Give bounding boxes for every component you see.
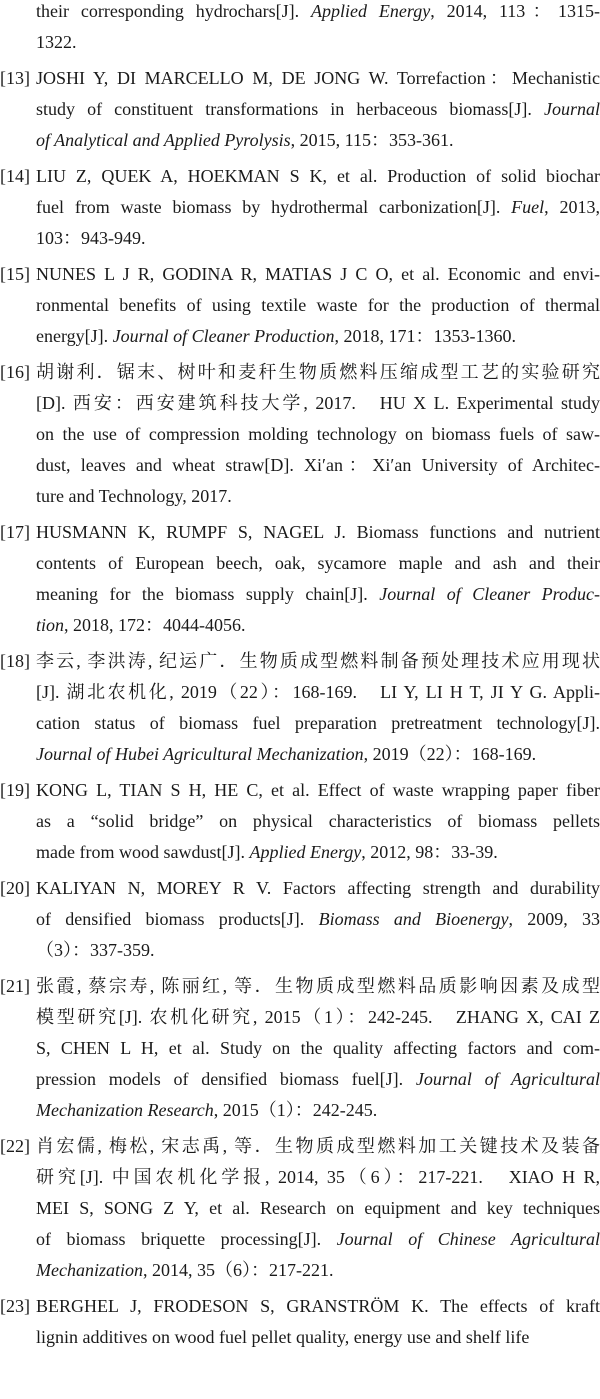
reference-italic-text: Journal: [544, 99, 600, 119]
reference-line: [36, 321, 600, 352]
reference-text: BERGHEL J, FRODESON S, GRANSTRÖM K. The effects of kraft: [36, 1296, 600, 1316]
reference-number: [14]: [0, 166, 30, 186]
reference-text: ronmental benefits of using textile waste for the production of thermal: [36, 295, 600, 315]
reference-entry: [0, 357, 600, 512]
reference-text: on the use of compression molding technology on biomass fuels of saw-: [36, 424, 600, 444]
reference-number: [16]: [0, 362, 30, 382]
reference-line: [36, 357, 600, 388]
reference-italic-text: Applied Energy: [249, 842, 362, 862]
reference-text: MEI S, SONG Z Y, et al. Research on equipment and key techniques: [36, 1198, 600, 1218]
reference-text: of biomass briquette processing[J].: [36, 1229, 337, 1249]
reference-line: [36, 1002, 600, 1033]
reference-number: [21]: [0, 976, 30, 996]
reference-text: pression models of densified biomass fuel[J].: [36, 1069, 416, 1089]
reference-entry: [0, 161, 600, 254]
reference-number: [13]: [0, 68, 30, 88]
reference-entry: [0, 1291, 600, 1353]
reference-line: [36, 1291, 600, 1322]
reference-text: 李云, 李洪涛, 纪运广．生物质成型燃料制备预处理技术应用现状: [36, 651, 600, 671]
reference-text: , 2012, 98：33-39.: [361, 842, 498, 862]
reference-text: （3）：337-359.: [36, 940, 155, 960]
reference-line: [36, 63, 600, 94]
reference-entry: [0, 0, 600, 58]
reference-text: contents of European beech, oak, sycamore maple and ash and their: [36, 553, 600, 573]
reference-line: [36, 517, 600, 548]
reference-italic-text: Journal of Agricultural: [415, 1069, 600, 1089]
reference-text: 模型研究[J]. 农机化研究, 2015（1）：242-245. ZHANG X, CAI Z: [36, 1007, 600, 1027]
reference-text: of densified biomass products[J].: [36, 909, 319, 929]
reference-line: [36, 1322, 600, 1353]
reference-text: JOSHI Y, DI MARCELLO M, DE JONG W. Torrefaction：Mechanistic: [36, 68, 600, 88]
reference-text: study of constituent transformations in herbaceous biomass[J].: [36, 99, 544, 119]
reference-italic-text: Journal of Chinese Agricultural: [336, 1229, 600, 1249]
reference-text: , 2009, 33: [508, 909, 600, 929]
reference-line: [36, 1095, 600, 1126]
reference-line: [36, 677, 600, 708]
reference-line: [36, 873, 600, 904]
reference-line: [36, 259, 600, 290]
reference-text: [D]. 西安：西安建筑科技大学, 2017. HU X L. Experimental study: [36, 393, 600, 413]
reference-line: [36, 192, 600, 223]
reference-line: [36, 806, 600, 837]
reference-entry: [0, 775, 600, 868]
reference-number: [19]: [0, 780, 30, 800]
reference-number: [15]: [0, 264, 30, 284]
reference-number: [20]: [0, 878, 30, 898]
reference-text: , 2019（22）：168-169.: [363, 744, 537, 764]
reference-line: [36, 450, 600, 481]
reference-number: [18]: [0, 651, 30, 671]
reference-entry: [0, 1131, 600, 1286]
reference-line: [36, 290, 600, 321]
reference-line: [36, 1162, 600, 1193]
reference-text: LIU Z, QUEK A, HOEKMAN S K, et al. Production of solid biochar: [36, 166, 600, 186]
reference-text: NUNES L J R, GODINA R, MATIAS J C O, et al. Economic and envi-: [36, 264, 600, 284]
reference-line: [36, 419, 600, 450]
reference-line: [36, 739, 600, 770]
reference-line: [36, 548, 600, 579]
reference-line: [36, 1131, 600, 1162]
reference-italic-text: tion: [36, 615, 65, 635]
reference-italic-text: of Analytical and Applied Pyrolysis: [36, 130, 291, 150]
reference-text: made from wood sawdust[J].: [36, 842, 250, 862]
reference-line: [36, 646, 600, 677]
reference-line: [36, 1064, 600, 1095]
reference-italic-text: Journal of Cleaner Produc-: [379, 584, 600, 604]
reference-number: [17]: [0, 522, 30, 542]
reference-entry: [0, 971, 600, 1126]
reference-entry: [0, 517, 600, 641]
reference-italic-text: Journal of Hubei Agricultural Mechanization: [36, 744, 364, 764]
reference-text: KALIYAN N, MOREY R V. Factors affecting strength and durability: [36, 878, 600, 898]
reference-line: [36, 708, 600, 739]
reference-entry: [0, 873, 600, 966]
reference-text: , 2014, 35（6）：217-221.: [142, 1260, 334, 1280]
reference-line: [36, 904, 600, 935]
reference-text: 张霞, 蔡宗寿, 陈丽红, 等．生物质成型燃料品质影响因素及成型: [36, 976, 600, 996]
reference-italic-text: Mechanization Research: [36, 1100, 214, 1120]
reference-text: S, CHEN L H, et al. Study on the quality affecting factors and com-: [36, 1038, 600, 1058]
reference-line: [36, 1255, 600, 1286]
reference-text: ture and Technology, 2017.: [36, 486, 232, 506]
reference-entry: [0, 63, 600, 156]
reference-italic-text: Biomass and Bioenergy: [318, 909, 509, 929]
reference-text: 胡谢利．锯末、树叶和麦秆生物质燃料压缩成型工艺的实验研究: [36, 362, 600, 382]
reference-text: 肖宏儒, 梅松, 宋志禹, 等．生物质成型燃料加工关键技术及装备: [36, 1136, 600, 1156]
reference-line: [36, 161, 600, 192]
reference-italic-text: Fuel: [511, 197, 545, 217]
reference-italic-text: Journal of Cleaner Production: [112, 326, 335, 346]
reference-text: , 2018, 171：1353-1360.: [334, 326, 516, 346]
reference-line: [36, 579, 600, 610]
reference-text: their corresponding hydrochars[J].: [36, 1, 312, 21]
reference-text: lignin additives on wood fuel pellet quality, energy use and shelf life: [36, 1327, 530, 1347]
reference-text: dust, leaves and wheat straw[D]. Xi′an：Xi′an University of Architec-: [36, 455, 600, 475]
reference-line: [36, 1033, 600, 1064]
reference-text: 研究[J]. 中国农机化学报, 2014, 35（6）：217-221. XIAO H R,: [36, 1167, 600, 1187]
reference-entry: [0, 646, 600, 770]
reference-entry: [0, 259, 600, 352]
reference-text: , 2015（1）：242-245.: [213, 1100, 378, 1120]
reference-line: [36, 388, 600, 419]
reference-line: [36, 27, 600, 58]
reference-text: , 2014, 113：1315-: [430, 1, 600, 21]
reference-text: , 2018, 172：4044-4056.: [64, 615, 246, 635]
reference-line: [36, 971, 600, 1002]
reference-text: 1322.: [36, 32, 77, 52]
reference-text: energy[J].: [36, 326, 113, 346]
reference-text: HUSMANN K, RUMPF S, NAGEL J. Biomass functions and nutrient: [36, 522, 600, 542]
reference-line: [36, 94, 600, 125]
reference-text: meaning for the biomass supply chain[J].: [36, 584, 380, 604]
reference-line: [36, 775, 600, 806]
reference-text: , 2015, 115：353-361.: [290, 130, 454, 150]
reference-text: as a “solid bridge” on physical characteristics of biomass pellets: [36, 811, 600, 831]
reference-line: [36, 0, 600, 27]
reference-line: [36, 1224, 600, 1255]
reference-text: , 2013,: [544, 197, 600, 217]
reference-text: cation status of biomass fuel preparation pretreatment technology[J].: [36, 713, 600, 733]
reference-italic-text: Mechanization: [36, 1260, 143, 1280]
reference-line: [36, 1193, 600, 1224]
reference-italic-text: Applied Energy: [311, 1, 431, 21]
reference-line: [36, 610, 600, 641]
reference-line: [36, 837, 600, 868]
reference-text: 103：943-949.: [36, 228, 146, 248]
reference-number: [22]: [0, 1136, 30, 1156]
reference-text: KONG L, TIAN S H, HE C, et al. Effect of waste wrapping paper fiber: [36, 780, 600, 800]
reference-line: [36, 481, 600, 512]
reference-line: [36, 125, 600, 156]
reference-line: [36, 935, 600, 966]
reference-text: fuel from waste biomass by hydrothermal carbonization[J].: [36, 197, 512, 217]
reference-text: [J]. 湖北农机化, 2019（22）：168-169. LI Y, LI H T, JI Y G. Appli-: [36, 682, 600, 702]
reference-number: [23]: [0, 1296, 30, 1316]
reference-line: [36, 223, 600, 254]
